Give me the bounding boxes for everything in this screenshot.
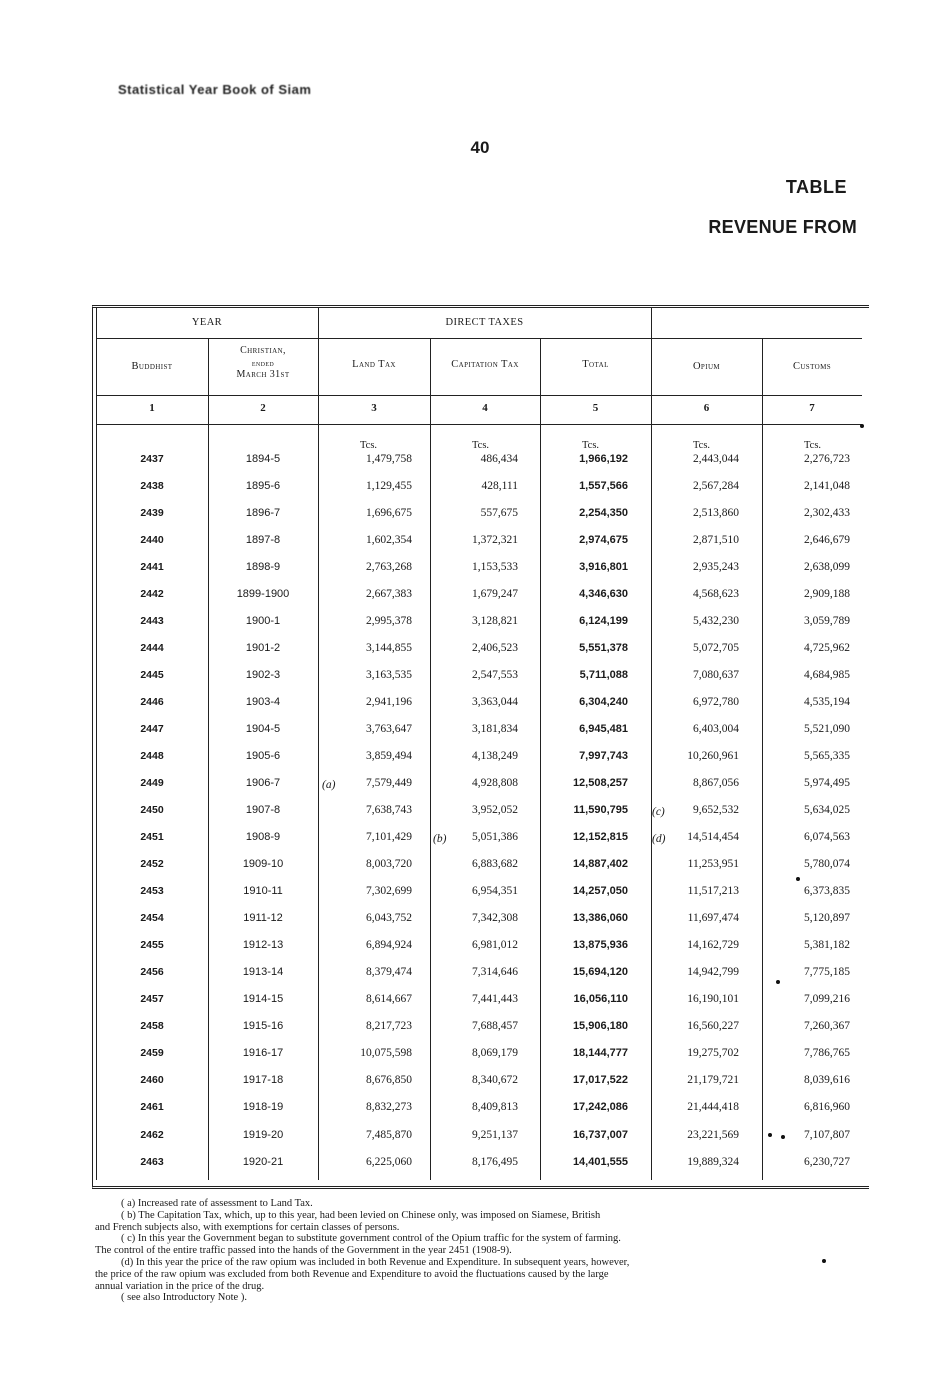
customs-cell: 5,634,025 — [804, 804, 850, 816]
buddhist-year-cell: 2462 — [140, 1129, 164, 1141]
opium-cell: 2,935,243 — [693, 561, 739, 573]
christian-year-cell: 1900-1 — [245, 615, 281, 627]
customs-cell: 6,074,563 — [804, 831, 850, 843]
column-number: 3 — [371, 402, 377, 414]
customs-cell: 4,684,985 — [804, 669, 850, 681]
total-cell: 5,711,088 — [579, 669, 628, 681]
total-cell: 15,906,180 — [572, 1020, 628, 1032]
buddhist-year-cell: 2451 — [140, 831, 164, 843]
christian-year-cell: 1912-13 — [242, 939, 284, 951]
total-cell: 6,304,240 — [579, 696, 628, 708]
land-tax-cell: 8,614,667 — [366, 993, 412, 1005]
land-tax-cell: 2,667,383 — [366, 588, 412, 600]
buddhist-year-cell: 2439 — [140, 507, 164, 519]
christian-year-cell: 1916-17 — [242, 1047, 284, 1059]
customs-cell: 5,780,074 — [804, 858, 850, 870]
running-head: Statistical Year Book of Siam — [118, 82, 312, 96]
capitation-tax-cell: 9,251,137 — [472, 1129, 518, 1141]
capitation-tax-cell: 6,954,351 — [472, 885, 518, 897]
column-rule — [96, 308, 97, 1180]
capitation-tax-cell: 7,314,646 — [472, 966, 518, 978]
land-tax-cell: 3,763,647 — [366, 723, 412, 735]
customs-cell: 2,302,433 — [804, 507, 850, 519]
buddhist-year-cell: 2452 — [140, 858, 164, 870]
opium-cell: 2,443,044 — [693, 453, 739, 465]
unit-label: Tcs. — [582, 440, 600, 451]
land-tax-cell: 1,602,354 — [366, 534, 412, 546]
opium-cell: 23,221,569 — [687, 1129, 739, 1141]
christian-year-cell: 1915-16 — [242, 1020, 284, 1032]
footnote-see-also: ( see also Introductory Note ). — [121, 1292, 247, 1304]
customs-cell: 6,230,727 — [804, 1156, 850, 1168]
total-cell: 17,017,522 — [572, 1074, 628, 1086]
christian-year-cell: 1903-4 — [245, 696, 281, 708]
christian-year-cell: 1896-7 — [245, 507, 281, 519]
capitation-tax-cell: 8,176,495 — [472, 1156, 518, 1168]
total-cell: 13,386,060 — [572, 912, 628, 924]
capitation-tax-cell: 1,153,533 — [472, 561, 518, 573]
opium-cell: 19,889,324 — [687, 1156, 739, 1168]
footnote-d: (d) In this year the price of the raw opium was included in both Revenue and Expenditure. In subsequent years, however, — [121, 1256, 630, 1268]
footnote-b-cont: and French subjects also, with exemptions for certain classes of persons. — [95, 1221, 400, 1233]
capitation-tax-cell: 557,675 — [480, 507, 518, 519]
column-number: 7 — [809, 402, 815, 414]
buddhist-year-cell: 2448 — [140, 750, 164, 762]
opium-cell: 14,162,729 — [687, 939, 739, 951]
land-tax-cell: 2,763,268 — [366, 561, 412, 573]
capitation-tax-cell: 3,363,044 — [472, 696, 518, 708]
total-cell: 15,694,120 — [572, 966, 628, 978]
total-cell: 16,737,007 — [572, 1129, 628, 1141]
opium-header: Opium — [692, 361, 721, 372]
opium-cell: 5,432,230 — [693, 615, 739, 627]
total-cell: 4,346,630 — [579, 588, 628, 600]
land-tax-cell: 8,379,474 — [366, 966, 412, 978]
buddhist-year-cell: 2437 — [140, 453, 164, 465]
land-tax-cell: 8,676,850 — [366, 1074, 412, 1086]
land-tax-cell: 6,894,924 — [366, 939, 412, 951]
column-number: 6 — [703, 402, 710, 414]
opium-cell: 14,514,454 — [687, 831, 739, 843]
column-number: 2 — [260, 402, 266, 414]
group-header-rule — [96, 338, 862, 339]
capitation-tax-cell: 4,138,249 — [472, 750, 518, 762]
total-cell: 16,056,110 — [573, 993, 628, 1005]
total-cell: 3,916,801 — [579, 561, 628, 573]
capitation-tax-header: Capitation Tax — [451, 359, 519, 370]
christian-year-cell: 1920-21 — [242, 1156, 284, 1168]
capitation-tax-cell: 8,409,813 — [472, 1101, 518, 1113]
table-caption: REVENUE FROM — [708, 217, 857, 237]
opium-cell: 6,972,780 — [693, 696, 739, 708]
land-tax-cell: 7,579,449 — [366, 777, 412, 789]
christian-year-cell: 1911-12 — [243, 912, 283, 924]
customs-cell: 4,725,962 — [804, 642, 850, 654]
land-tax-cell: 8,832,273 — [366, 1101, 412, 1113]
footnote-c: ( c) In this year the Government began to substitute government control of the Opium traffic for the system of farming. — [121, 1233, 621, 1245]
christian-header — [208, 345, 318, 381]
buddhist-year-cell: 2456 — [140, 966, 164, 978]
land-tax-cell: 7,638,743 — [366, 804, 412, 816]
customs-cell: 5,381,182 — [804, 939, 850, 951]
christian-year-cell: 1910-11 — [243, 885, 283, 897]
capitation-tax-cell: 3,128,821 — [472, 615, 518, 627]
buddhist-year-cell: 2463 — [140, 1156, 164, 1168]
year-group-header: YEAR — [191, 317, 223, 328]
customs-cell: 2,141,048 — [804, 480, 850, 492]
total-cell: 7,997,743 — [579, 750, 628, 762]
land-tax-cell: 7,302,699 — [366, 885, 412, 897]
land-tax-cell: 8,217,723 — [366, 1020, 412, 1032]
footnote-d-cont: the price of the raw opium was excluded from both Revenue and Expenditure to avoid the fluctuations caused by the large — [95, 1268, 609, 1280]
land-tax-cell: 10,075,598 — [360, 1047, 412, 1059]
buddhist-year-cell: 2445 — [140, 669, 164, 681]
land-tax-cell: 6,225,060 — [366, 1156, 412, 1168]
customs-cell: 2,909,188 — [804, 588, 850, 600]
customs-cell: 2,638,099 — [804, 561, 850, 573]
capitation-tax-cell: 6,883,682 — [472, 858, 518, 870]
buddhist-year-cell: 2460 — [140, 1074, 164, 1086]
capitation-tax-cell: 1,372,321 — [472, 534, 518, 546]
capitation-tax-cell: 7,441,443 — [472, 993, 518, 1005]
christian-year-cell: 1901-2 — [245, 642, 281, 654]
opium-cell: 2,513,860 — [693, 507, 739, 519]
land-tax-cell: 6,043,752 — [366, 912, 412, 924]
opium-cell: 21,179,721 — [687, 1074, 739, 1086]
buddhist-year-cell: 2450 — [140, 804, 164, 816]
capitation-tax-cell: 7,342,308 — [472, 912, 518, 924]
buddhist-year-cell: 2449 — [140, 777, 164, 789]
opium-cell: 21,444,418 — [687, 1101, 739, 1113]
footnote-mark-d: (d) — [652, 833, 666, 845]
footnote-b: ( b) The Capitation Tax, which, up to this year, had been levied on Chinese only, was imposed on Siamese, British — [121, 1209, 601, 1221]
capitation-tax-cell: 8,340,672 — [472, 1074, 518, 1086]
christian-year-cell: 1905-6 — [245, 750, 281, 762]
opium-cell: 2,871,510 — [693, 534, 739, 546]
land-tax-cell: 7,485,870 — [366, 1129, 412, 1141]
direct-taxes-group-header: DIRECT TAXES — [445, 317, 524, 328]
footnotes — [95, 1198, 860, 1304]
column-number: 1 — [149, 402, 155, 414]
total-cell: 14,887,402 — [572, 858, 628, 870]
land-tax-cell: 7,101,429 — [366, 831, 412, 843]
opium-cell: 5,072,705 — [693, 642, 739, 654]
buddhist-year-cell: 2454 — [140, 912, 164, 924]
land-tax-cell: 8,003,720 — [366, 858, 412, 870]
christian-year-cell: 1906-7 — [245, 777, 281, 789]
buddhist-header: Buddhist — [131, 361, 173, 372]
christian-year-cell: 1904-5 — [245, 723, 281, 735]
print-speck — [768, 1133, 772, 1137]
customs-cell: 5,521,090 — [804, 723, 850, 735]
footnote-mark-c: (c) — [652, 806, 665, 818]
capitation-tax-cell: 3,181,834 — [472, 723, 518, 735]
capitation-tax-cell: 2,547,553 — [472, 669, 518, 681]
opium-cell: 4,568,623 — [693, 588, 739, 600]
column-number: 4 — [482, 402, 488, 414]
header-rule — [96, 395, 862, 396]
total-cell: 11,590,795 — [573, 804, 628, 816]
print-speck — [781, 1135, 785, 1139]
unit-label: Tcs. — [360, 440, 378, 451]
customs-cell: 7,260,367 — [804, 1020, 850, 1032]
buddhist-year-cell: 2455 — [140, 939, 164, 951]
column-number: 5 — [592, 402, 599, 414]
buddhist-year-cell: 2446 — [140, 696, 164, 708]
christian-header-line: ended — [251, 358, 275, 368]
opium-cell: 16,560,227 — [687, 1020, 739, 1032]
customs-cell: 6,816,960 — [804, 1101, 850, 1113]
page-number: 40 — [470, 138, 490, 157]
buddhist-year-cell: 2438 — [140, 480, 164, 492]
total-cell: 1,966,192 — [579, 453, 628, 465]
customs-cell: 3,059,789 — [804, 615, 850, 627]
customs-cell: 5,974,495 — [804, 777, 850, 789]
christian-year-cell: 1899-1900 — [236, 588, 290, 600]
christian-year-cell: 1898-9 — [245, 561, 281, 573]
buddhist-year-cell: 2442 — [140, 588, 164, 600]
buddhist-year-cell: 2444 — [140, 642, 164, 654]
christian-year-cell: 1902-3 — [245, 669, 281, 681]
land-tax-cell: 1,129,455 — [366, 480, 412, 492]
capitation-tax-cell: 428,111 — [481, 480, 518, 492]
customs-cell: 4,535,194 — [804, 696, 850, 708]
land-tax-cell: 1,479,758 — [366, 453, 412, 465]
christian-year-cell: 1908-9 — [245, 831, 281, 843]
buddhist-year-cell: 2447 — [140, 723, 164, 735]
opium-cell: 9,652,532 — [693, 804, 739, 816]
table-label: TABLE — [785, 177, 847, 197]
unit-label: Tcs. — [472, 440, 490, 451]
print-speck — [796, 877, 800, 881]
buddhist-year-cell: 2443 — [140, 615, 164, 627]
total-cell: 17,242,086 — [572, 1101, 628, 1113]
christian-year-cell: 1918-19 — [242, 1101, 284, 1113]
total-cell: 12,152,815 — [572, 831, 628, 843]
opium-cell: 14,942,799 — [687, 966, 739, 978]
opium-cell: 16,190,101 — [687, 993, 739, 1005]
customs-cell: 6,373,835 — [804, 885, 850, 897]
customs-cell: 5,120,897 — [804, 912, 850, 924]
opium-cell: 11,517,213 — [687, 885, 739, 897]
land-tax-cell: 3,144,855 — [366, 642, 412, 654]
total-cell: 14,401,555 — [572, 1156, 628, 1168]
buddhist-year-cell: 2457 — [140, 993, 164, 1005]
customs-cell: 2,276,723 — [804, 453, 850, 465]
customs-cell: 7,099,216 — [804, 993, 850, 1005]
land-tax-cell: 3,859,494 — [366, 750, 412, 762]
total-cell: 13,875,936 — [572, 939, 628, 951]
christian-year-cell: 1907-8 — [245, 804, 281, 816]
land-tax-cell: 1,696,675 — [366, 507, 412, 519]
unit-label: Tcs. — [693, 440, 711, 451]
christian-year-cell: 1914-15 — [242, 993, 284, 1005]
footnote-d-cont: annual variation in the price of the drug. — [95, 1280, 265, 1292]
total-cell: 1,557,566 — [579, 480, 628, 492]
buddhist-year-cell: 2441 — [140, 561, 164, 573]
customs-cell: 8,039,616 — [804, 1074, 850, 1086]
christian-year-cell: 1917-18 — [242, 1074, 284, 1086]
opium-cell: 19,275,702 — [687, 1047, 739, 1059]
opium-cell: 2,567,284 — [693, 480, 739, 492]
buddhist-year-cell: 2458 — [140, 1020, 164, 1032]
total-cell: 12,508,257 — [572, 777, 628, 789]
customs-cell: 2,646,679 — [804, 534, 850, 546]
total-cell: 5,551,378 — [579, 642, 628, 654]
total-cell: 2,974,675 — [579, 534, 628, 546]
capitation-tax-cell: 5,051,386 — [472, 831, 518, 843]
buddhist-year-cell: 2440 — [140, 534, 164, 546]
capitation-tax-cell: 7,688,457 — [472, 1020, 518, 1032]
column-number-rule — [96, 424, 862, 425]
christian-year-cell: 1897-8 — [245, 534, 281, 546]
capitation-tax-cell: 2,406,523 — [472, 642, 518, 654]
christian-year-cell: 1894-5 — [245, 453, 281, 465]
land-tax-header: Land Tax — [352, 359, 396, 370]
opium-cell: 7,080,637 — [693, 669, 739, 681]
land-tax-cell: 3,163,535 — [366, 669, 412, 681]
buddhist-year-cell: 2459 — [140, 1047, 164, 1059]
land-tax-cell: 2,995,378 — [366, 615, 412, 627]
total-cell: 14,257,050 — [572, 885, 628, 897]
capitation-tax-cell: 3,952,052 — [472, 804, 518, 816]
total-cell: 6,124,199 — [579, 615, 628, 627]
buddhist-year-cell: 2453 — [140, 885, 164, 897]
total-header: Total — [582, 359, 609, 370]
opium-cell: 6,403,004 — [693, 723, 739, 735]
capitation-tax-cell: 486,434 — [480, 453, 518, 465]
customs-cell: 5,565,335 — [804, 750, 850, 762]
customs-cell: 7,786,765 — [804, 1047, 850, 1059]
opium-cell: 11,253,951 — [687, 858, 739, 870]
christian-year-cell: 1909-10 — [242, 858, 284, 870]
customs-cell: 7,107,807 — [804, 1129, 850, 1141]
total-cell: 18,144,777 — [572, 1047, 628, 1059]
capitation-tax-cell: 6,981,012 — [472, 939, 518, 951]
opium-cell: 10,260,961 — [687, 750, 739, 762]
print-speck — [776, 980, 780, 984]
christian-year-cell: 1919-20 — [242, 1129, 284, 1141]
capitation-tax-cell: 8,069,179 — [472, 1047, 518, 1059]
christian-year-cell: 1895-6 — [245, 480, 281, 492]
footnote-mark-a: (a) — [322, 779, 336, 791]
customs-header: Customs — [792, 361, 832, 372]
capitation-tax-cell: 4,928,808 — [472, 777, 518, 789]
total-cell: 6,945,481 — [579, 723, 628, 735]
total-cell: 2,254,350 — [579, 507, 628, 519]
christian-year-cell: 1913-14 — [242, 966, 284, 978]
unit-label: Tcs. — [804, 440, 822, 451]
footnote-c-cont: The control of the entire traffic passed into the hands of the Government in the year 2451 (1908-9). — [95, 1245, 512, 1257]
land-tax-cell: 2,941,196 — [366, 696, 412, 708]
christian-header-line: Christian, — [240, 345, 286, 356]
print-speck — [860, 424, 864, 428]
customs-cell: 7,775,185 — [804, 966, 850, 978]
buddhist-year-cell: 2461 — [140, 1101, 164, 1113]
capitation-tax-cell: 1,679,247 — [472, 588, 518, 600]
christian-header-line: March 31st — [236, 369, 290, 380]
footnote-a: ( a) Increased rate of assessment to Land Tax. — [121, 1198, 313, 1209]
opium-cell: 11,697,474 — [687, 912, 739, 924]
footnote-mark-b: (b) — [433, 833, 447, 845]
opium-cell: 8,867,056 — [693, 777, 739, 789]
